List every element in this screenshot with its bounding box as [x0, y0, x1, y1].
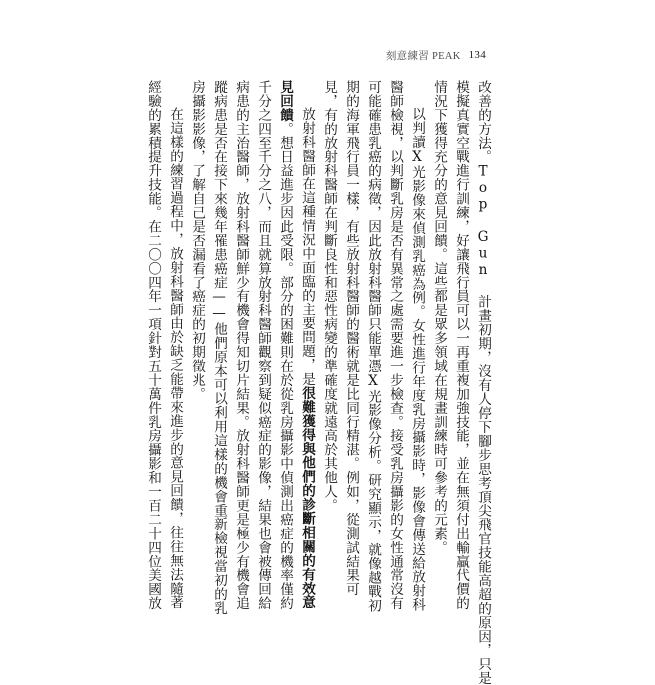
text-column: 在這樣的練習過程中，放射科醫師由於缺乏能帶來進步的意見回饋，往往無法隨著 — [167, 107, 183, 610]
text-column: 模擬真實空戰進行訓練，好讓飛行員可以一再重複加強技能，並在無須付出輸贏代價的 — [453, 80, 469, 611]
text-column: 蹤病患是否在接下來幾年罹患癌症——他們原本可以利用這樣的機會重新檢視當初的乳 — [211, 80, 227, 615]
body-text — [145, 80, 494, 685]
text-column: 見，有的放射科醫師在判斷良性和惡性病變的準確度就遠高於其他人。 — [321, 80, 337, 513]
text-column: 以判讀X光影像來偵測乳癌為例。女性進行年度乳房攝影時，影像會傳送給放射科 — [409, 107, 425, 612]
text-column: 房攝影影像，了解自己是否漏看了癌症的初期徵兆。 — [189, 80, 205, 401]
emphasized-text: 很難獲得與他們的診斷相關的有效意 — [299, 386, 315, 610]
emphasized-text: 見回饋 — [277, 80, 293, 122]
book-title: 刻意練習 PEAK — [385, 50, 461, 62]
page-number: 134 — [468, 49, 486, 61]
text-column: 病患的主治醫師，放射科醫師鮮少有機會得知切片結果。放射科醫師更是極少有機會追 — [233, 80, 249, 611]
column-text: 放射科醫師在這種情況中面臨的主要問題，是 — [299, 107, 315, 387]
text-column: 經驗的累積提升技能。在二〇〇四年一項針對五十萬件乳房攝影和一百二十四位美國放 — [145, 80, 161, 611]
text-column — [296, 80, 318, 610]
running-header — [356, 48, 486, 62]
text-column: 醫師檢視，以判斷乳房是否有異常之處需要進一步檢查。接受乳房攝影的女性通常沒有 — [387, 80, 403, 611]
text-column: 情況下獲得充分的意見回饋。這些都是眾多領域在規畫訓練時可參考的元素。 — [431, 80, 447, 555]
text-column — [274, 80, 296, 611]
column-text: 。想日益進步因此受限。部分的困難則在於從乳房攝影中偵測出癌症的機率僅約 — [277, 121, 293, 611]
text-column: 期的海軍飛行員一樣，有些放射科醫師的醫術就是比同行精湛。例如，從測試結果可 — [343, 80, 359, 597]
text-column: 千分之四至千分之八，而且就算放射科醫師觀察到疑似癌症的影像，結果也會被傳回給 — [255, 80, 271, 611]
text-column: 改善的方法。Top Gun 計畫初期，沒有人停下腳步思考頂尖飛官技能高超的原因，只是 — [475, 80, 491, 685]
text-column: 可能確患乳癌的病徵，因此放射科醫師只能單憑X光影像分析。研究顯示，就像越戰初 — [365, 80, 381, 613]
